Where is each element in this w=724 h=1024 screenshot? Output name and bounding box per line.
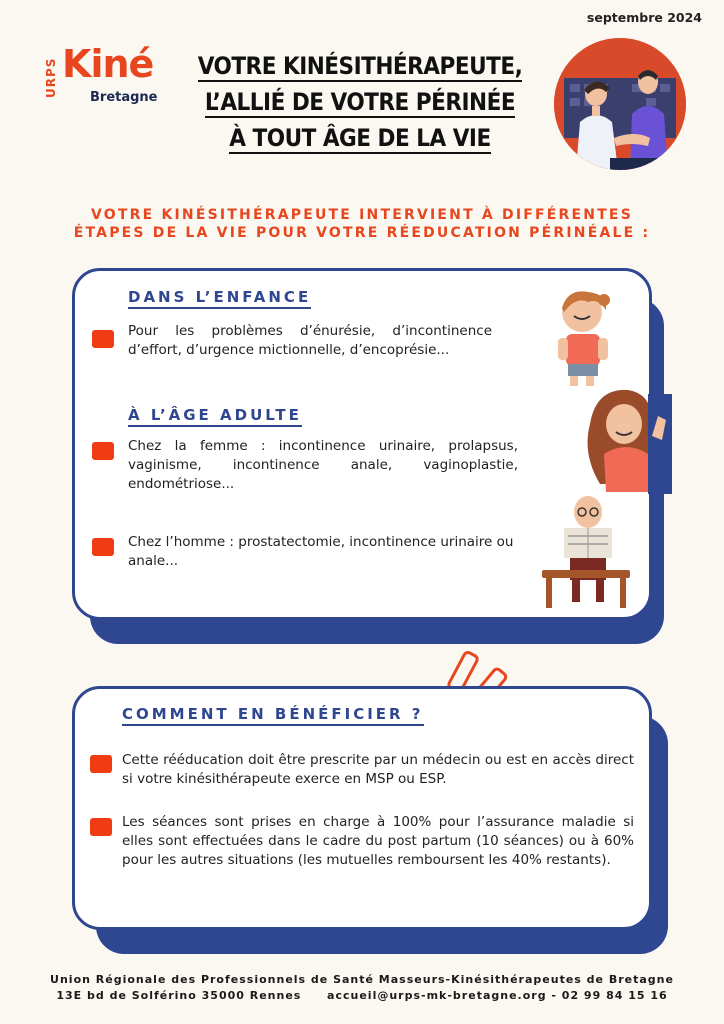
footer-org: Union Régionale des Professionnels de Santé Masseurs-Kinésithérapeutes de Bretagne (50, 973, 674, 986)
intro-heading (30, 206, 694, 242)
bullet-icon (92, 442, 114, 460)
footer-address: 13E bd de Solférino 35000 Rennes (56, 989, 302, 1002)
benefit-section (122, 704, 424, 723)
footer (0, 972, 724, 1004)
bullet-icon (90, 755, 112, 773)
page-title (190, 48, 530, 156)
footer-contact: accueil@urps-mk-bretagne.org - 02 99 84 15 16 (327, 989, 668, 1002)
intro-line-2: ÉTAPES DE LA VIE POUR VOTRE RÉEDUCATION PÉRINÉALE : (73, 225, 651, 241)
date-label: septembre 2024 (586, 10, 702, 25)
footer-contact-line (0, 988, 724, 1004)
enfance-title: DANS L’ENFANCE (128, 288, 311, 309)
doctor-patient-illustration (554, 38, 686, 170)
homme-text: Chez l’homme : prostatectomie, incontinence urinaire ou anale... (128, 534, 514, 569)
benefit-title: COMMENT EN BÉNÉFICIER ? (122, 705, 424, 726)
femme-text: Chez la femme : incontinence urinaire, prolapsus, vaginisme, incontinence anale, vaginoplastie, endométriose... (128, 438, 518, 492)
benefit-item-1: Cette rééducation doit être prescrite par un médecin ou est en accès direct si votre kinésithérapeute exerce en MSP ou ESP. (122, 752, 634, 787)
adulte-section (128, 405, 302, 424)
logo-kine: Kiné (62, 42, 154, 86)
adulte-title: À L’ÂGE ADULTE (128, 406, 302, 427)
bullet-icon (92, 330, 114, 348)
old-man-illustration (538, 494, 634, 610)
woman-illustration (586, 384, 672, 494)
logo-region: Bretagne (90, 90, 158, 105)
title-line-1: VOTRE KINÉSITHÉRAPEUTE, (197, 52, 523, 80)
intro-line-1: VOTRE KINÉSITHÉRAPEUTE INTERVIENT À DIFFÉRENTES (91, 207, 633, 223)
child-illustration (548, 288, 618, 388)
urps-kine-logo (44, 40, 174, 110)
benefit-item-2: Les séances sont prises en charge à 100% pour l’assurance maladie si elles sont effectuées dans le cadre du post partum (10 séances) ou à 60% pour les autres situations (les mutuelles remboursent les 40% restants). (122, 814, 634, 868)
logo-urps: URPS (44, 57, 58, 98)
bullet-icon (92, 538, 114, 556)
bullet-icon (90, 818, 112, 836)
enfance-section (128, 287, 311, 306)
enfance-text: Pour les problèmes d’énurésie, d’incontinence d’effort, d’urgence mictionnelle, d’encoprésie... (128, 323, 492, 358)
title-line-2: L’ALLIÉ DE VOTRE PÉRINÉE (204, 88, 516, 116)
title-line-3: À TOUT ÂGE DE LA VIE (229, 124, 491, 152)
hero-illustration (554, 38, 686, 170)
